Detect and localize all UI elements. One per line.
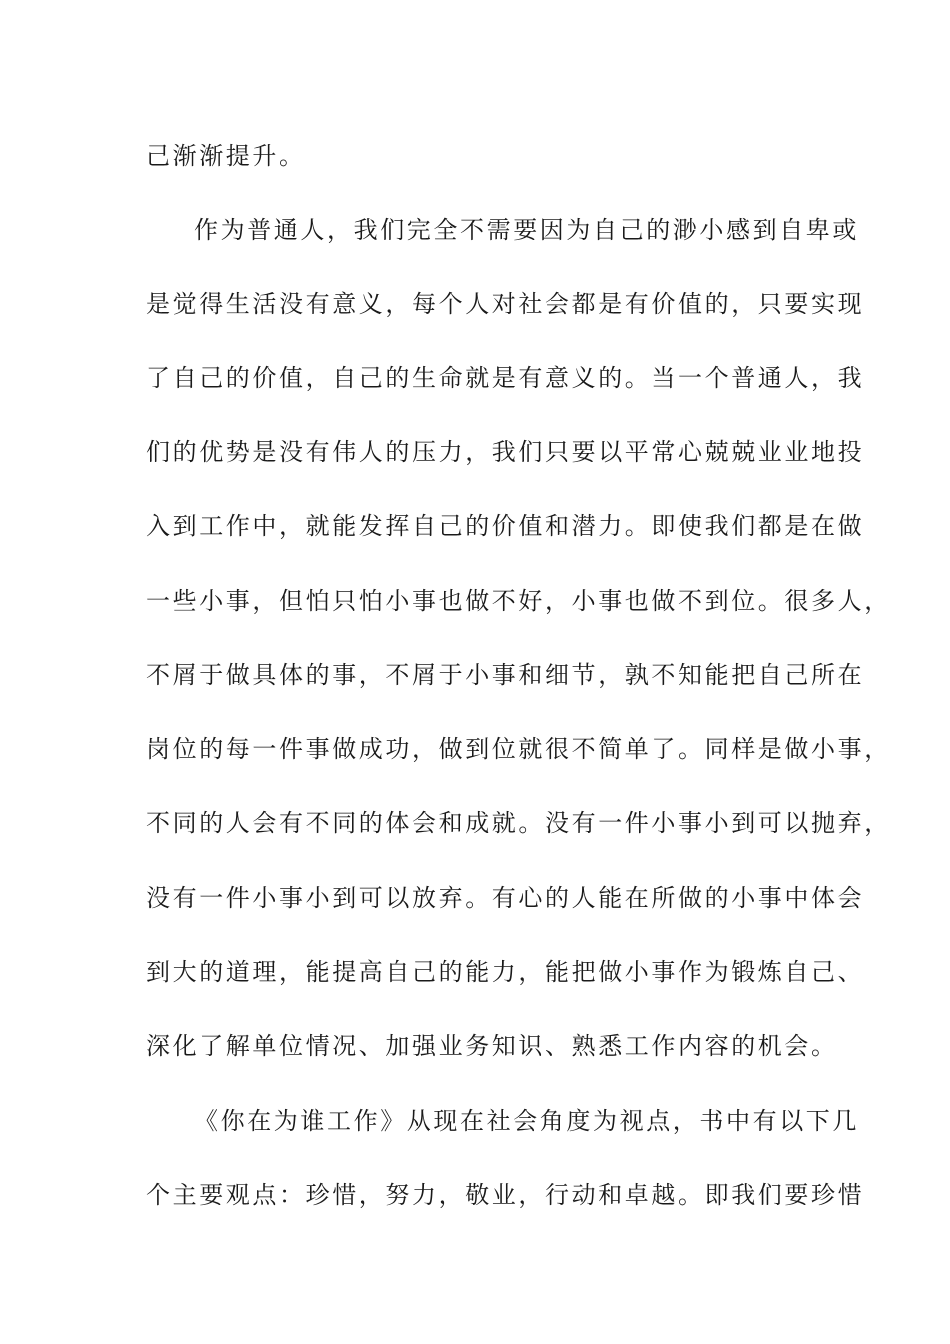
text-line: 岗位的每一件事做成功，做到位就很不简单了。同样是做小事， xyxy=(146,735,891,763)
text-line: 己渐渐提升。 xyxy=(146,142,306,170)
text-line: 深化了解单位情况、加强业务知识、熟悉工作内容的机会。 xyxy=(146,1032,838,1060)
text-line: 没有一件小事小到可以放弃。有心的人能在所做的小事中体会 xyxy=(146,884,865,912)
text-line: 们的优势是没有伟人的压力，我们只要以平常心兢兢业业地投 xyxy=(146,438,865,466)
text-line: 是觉得生活没有意义，每个人对社会都是有价值的，只要实现 xyxy=(146,290,865,318)
text-line: 入到工作中，就能发挥自己的价值和潜力。即使我们都是在做 xyxy=(146,512,865,540)
text-line: 不同的人会有不同的体会和成就。没有一件小事小到可以抛弃， xyxy=(146,809,891,837)
text-line: 了自己的价值，自己的生命就是有意义的。当一个普通人，我 xyxy=(146,364,865,392)
paragraph-first-line: 作为普通人，我们完全不需要因为自己的渺小感到自卑或 xyxy=(194,216,859,244)
text-line: 个主要观点：珍惜，努力，敬业，行动和卓越。即我们要珍惜 xyxy=(146,1181,865,1209)
text-line: 不屑于做具体的事，不屑于小事和细节，孰不知能把自己所在 xyxy=(146,661,865,689)
text-line: 到大的道理，能提高自己的能力，能把做小事作为锻炼自己、 xyxy=(146,958,865,986)
paragraph-first-line: 《你在为谁工作》从现在社会角度为视点，书中有以下几 xyxy=(194,1107,859,1135)
text-line: 一些小事，但怕只怕小事也做不好，小事也做不到位。很多人， xyxy=(146,587,891,615)
